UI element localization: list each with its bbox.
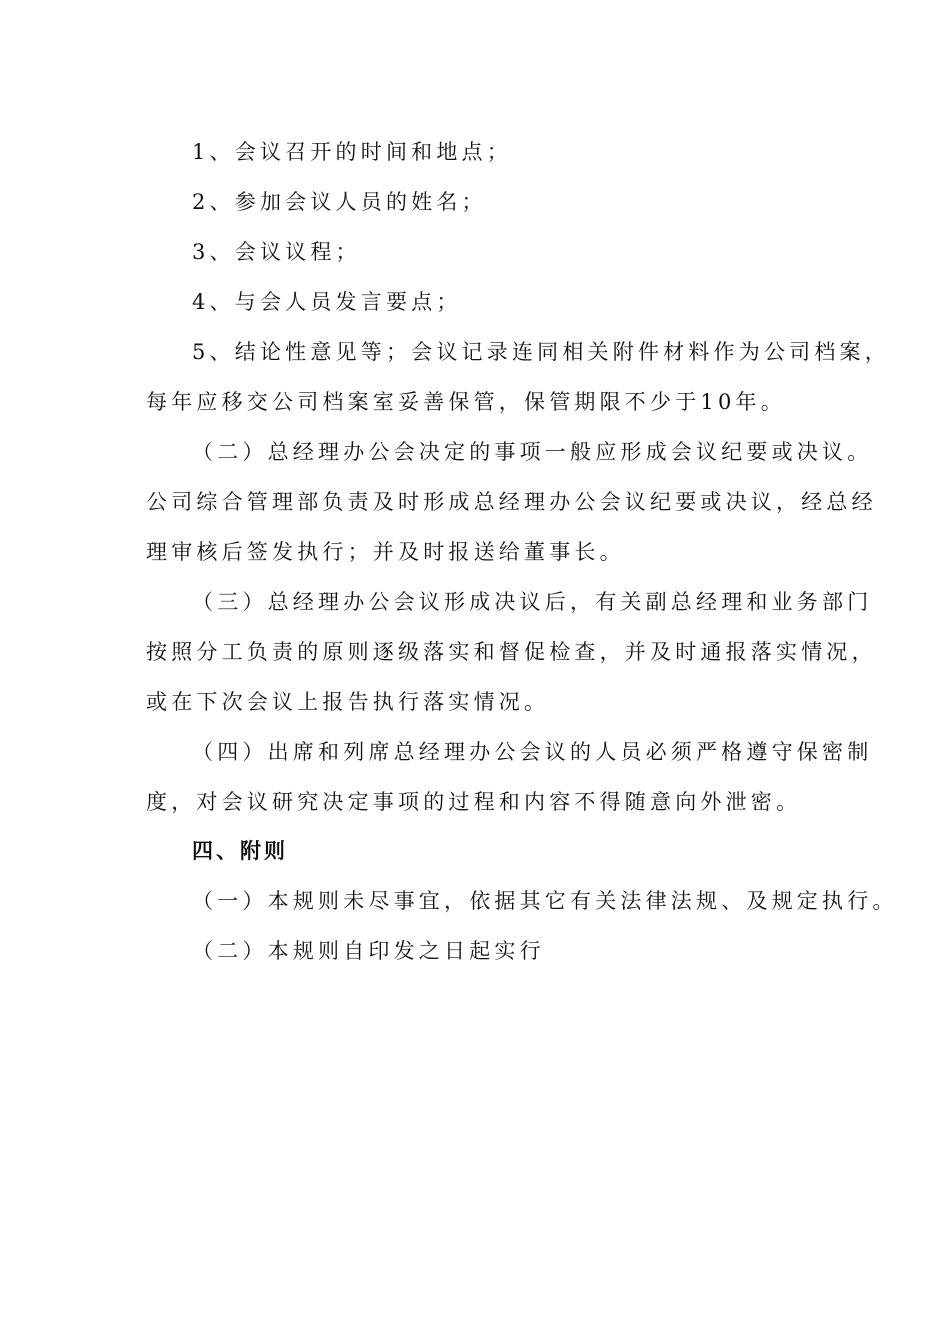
paragraph-3-line-2: 按照分工负责的原则逐级落实和督促检查，并及时通报落实情况， — [146, 640, 877, 664]
paragraph-4-line-1: （四）出席和列席总经理办公会议的人员必须严格遵守保密制 — [192, 740, 873, 764]
list-item-4: 4、与会人员发言要点； — [192, 290, 462, 314]
paragraph-3-line-3: 或在下次会议上报告执行落实情况。 — [146, 690, 550, 714]
paragraph-2-line-3: 理审核后签发执行；并及时报送给董事长。 — [146, 540, 625, 564]
appendix-item-2: （二）本规则自印发之日起实行 — [192, 939, 545, 963]
paragraph-3-line-1: （三）总经理办公会议形成决议后，有关副总经理和业务部门 — [192, 590, 873, 614]
list-item-5: 5、结论性意见等；会议记录连同相关附件材料作为公司档案， — [192, 340, 890, 364]
list-item-2: 2、参加会议人员的姓名； — [192, 190, 487, 214]
paragraph-4-line-2: 度，对会议研究决定事项的过程和内容不得随意向外泄密。 — [146, 790, 802, 814]
list-item-1: 1、会议召开的时间和地点； — [192, 140, 512, 164]
paragraph-2-line-1: （二）总经理办公会决定的事项一般应形成会议纪要或决议。 — [192, 440, 873, 464]
section-heading: 四、附则 — [192, 839, 288, 863]
list-item-3: 3、会议议程； — [192, 240, 361, 264]
list-item-5-continuation: 每年应移交公司档案室妥善保管，保管期限不少于10年。 — [146, 390, 786, 414]
appendix-item-1: （一）本规则未尽事宜，依据其它有关法律法规、及规定执行。 — [192, 889, 898, 913]
paragraph-2-line-2: 公司综合管理部负责及时形成总经理办公会议纪要或决议，经总经 — [146, 490, 877, 514]
